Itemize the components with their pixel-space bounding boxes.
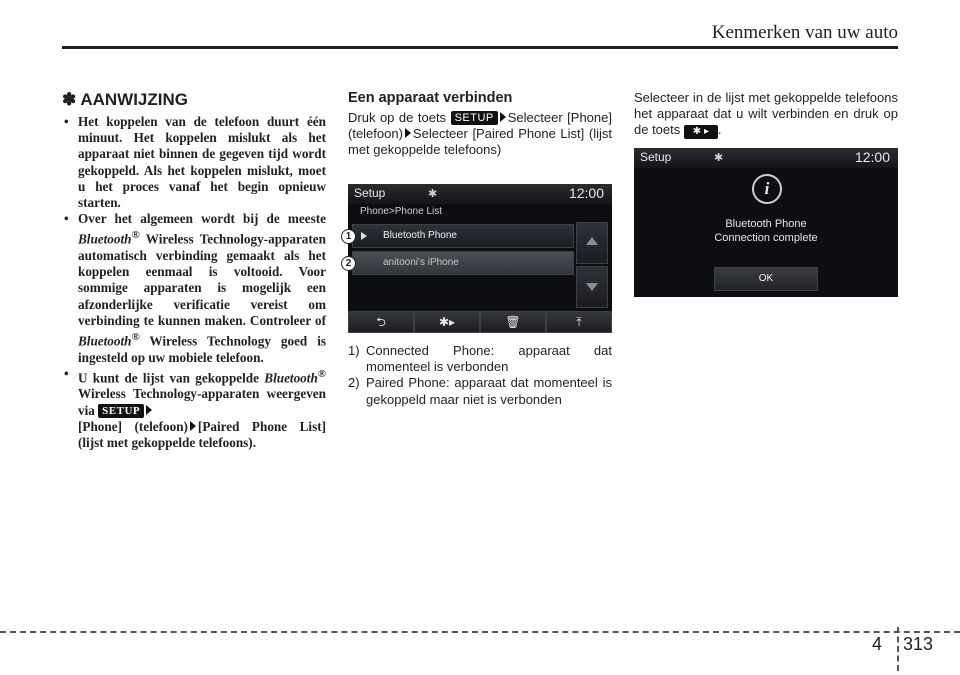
legend-item-1: 1) Connected Phone: apparaat dat momenteel is verbonden: [348, 343, 612, 375]
header-rule: [62, 46, 898, 49]
screen-title: Setup: [354, 186, 386, 200]
arrow-right-icon: [190, 421, 196, 431]
running-header: Kenmerken van uw auto: [711, 22, 898, 43]
note-item-1: • Het koppelen van de telefoon duurt één minuut. Het koppelen mislukt als het apparaat niet binnen de gegeven tijd wordt gekoppeld. Als het koppelen mislukt, moet u het proces vanaf het begin opnieuw starten.: [64, 114, 326, 211]
connection-complete-screen: [634, 148, 898, 297]
delete-button[interactable]: 🗑: [480, 311, 546, 333]
arrow-right-icon: [500, 112, 506, 122]
connect-instructions: Druk op de toets SETUP Selecteer [Phone] (telefoon) Selecteer [Paired Phone List] (lijst met gekoppelde telefoons): [348, 110, 612, 158]
note-title: ✽ AANWIJZING: [62, 90, 188, 109]
select-column: [634, 90, 898, 139]
connect-legend: [348, 343, 612, 408]
page-number: 313: [903, 634, 934, 654]
phone-list-item-connected[interactable]: Bluetooth Phone: [352, 224, 574, 248]
footer-divider: [897, 627, 899, 671]
screen-title: Setup: [640, 150, 672, 164]
arrow-right-icon: [405, 128, 411, 138]
callout-1: 1: [341, 229, 356, 244]
note-column: [62, 90, 326, 451]
legend-list: [348, 343, 612, 408]
bullet-icon: •: [64, 365, 69, 381]
screen-clock: 12:00: [854, 149, 890, 165]
bullet-icon: •: [64, 211, 69, 227]
footer-rule: [0, 631, 960, 633]
note-item-2: • Over het algemeen wordt bij de meeste Bluetooth® Wireless Technology-apparaten automatisch verbinding gemaakt als het koppelen eenmaal is voltooid. Voor sommige apparaten is mogelijk een afzonderlijke verificatie vereist om verbinding te kunnen maken. Controleer of Bluetooth® Wireless Technology goed is ingesteld op uw mobiele telefoon.: [64, 211, 326, 365]
screen-titlebar: [348, 184, 612, 204]
bluetooth-icon: ✱: [428, 188, 438, 200]
bluetooth-connect-button[interactable]: ✱▸: [414, 311, 480, 333]
phone-list-item-paired[interactable]: anitooni's iPhone: [352, 251, 574, 275]
legend-item-2: 2) Paired Phone: apparaat dat momenteel is gekoppeld maar niet is verbonden: [348, 375, 612, 407]
back-button[interactable]: ⮌: [348, 311, 414, 333]
bluetooth-icon: ✱: [714, 152, 724, 164]
section-title: Een apparaat verbinden: [348, 90, 513, 106]
screen-titlebar: [634, 148, 898, 168]
phone-list-screen: [348, 184, 612, 333]
info-icon: i: [752, 174, 782, 204]
chapter-number: 4: [872, 634, 883, 654]
bluetooth-key-badge: ✱ ▸: [684, 125, 718, 139]
setup-key-badge: SETUP: [451, 111, 498, 125]
message-line-1: Bluetooth Phone: [725, 218, 807, 230]
connect-column: [348, 90, 612, 159]
arrow-right-icon: [146, 405, 152, 415]
screen-clock: 12:00: [568, 185, 604, 201]
note-list: [62, 114, 326, 451]
play-icon: [361, 232, 367, 240]
screen-toolbar: [348, 311, 612, 333]
scroll-down-button[interactable]: [576, 266, 608, 308]
setup-key-badge: SETUP: [98, 404, 144, 418]
note-item-3: • U kunt de lijst van gekoppelde Bluetooth® Wireless Technology-apparaten weergeven via SETUP [Phone] (telefoon) [Paired Phone List] (lijst met gekoppelde telefoons).: [64, 365, 326, 451]
callout-2: 2: [341, 256, 356, 271]
move-top-button[interactable]: ⤒: [546, 311, 612, 333]
breadcrumb: Phone>Phone List: [360, 206, 443, 217]
scroll-up-button[interactable]: [576, 222, 608, 264]
select-instructions: Selecteer in de lijst met gekoppelde telefoons het apparaat dat u wilt verbinden en druk op de toets ✱ ▸ .: [634, 90, 898, 138]
message-line-2: Connection complete: [714, 232, 818, 244]
bullet-icon: •: [64, 114, 69, 129]
ok-button[interactable]: OK: [714, 267, 818, 291]
